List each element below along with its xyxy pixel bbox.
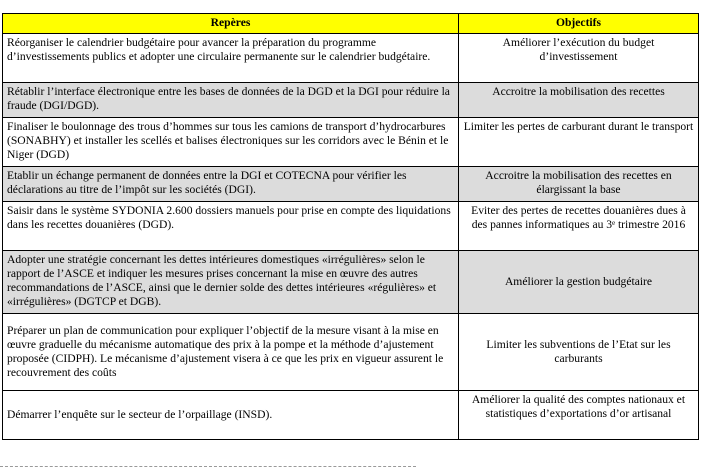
repere-cell: Finaliser le boulonnage des trous d’hommes sur tous les camions de transport d’hydrocarbures (SONABHY) et installer les scellés et balises électroniques sur les corridors avec le Bénin et le Niger (DGD) xyxy=(3,118,459,167)
table-row xyxy=(3,391,699,440)
objectif-cell: Eviter des pertes de recettes douanières dues à des pannes informatiques au 3ᵉ trimestre 2016 xyxy=(459,202,699,251)
cut-off-caption xyxy=(0,0,701,6)
table-row xyxy=(3,251,699,314)
repere-cell: Etablir un échange permanent de données entre la DGI et COTECNA pour vérifier les déclarations au titre de l’impôt sur les sociétés (DGI). xyxy=(3,167,459,202)
repere-cell: Démarrer l’enquête sur le secteur de l’orpaillage (INSD). xyxy=(3,391,459,440)
table-row xyxy=(3,118,699,167)
objectif-cell: Accroitre la mobilisation des recettes en élargissant la base xyxy=(459,167,699,202)
objectif-cell: Améliorer la gestion budgétaire xyxy=(459,251,699,314)
table-row xyxy=(3,202,699,251)
objectif-cell: Limiter les pertes de carburant durant le transport xyxy=(459,118,699,167)
reperes-objectifs-table xyxy=(2,13,699,440)
header-reperes: Repères xyxy=(3,14,459,34)
objectif-cell: Limiter les subventions de l’Etat sur les carburants xyxy=(459,314,699,391)
repere-cell: Saisir dans le système SYDONIA 2.600 dossiers manuels pour prise en compte des liquidations dans les recettes douanières (DGD). xyxy=(3,202,459,251)
repere-cell: Préparer un plan de communication pour expliquer l’objectif de la mesure visant à la mise en œuvre graduelle du mécanisme automatique des prix à la pompe et la méthode d’ajustement proposée (CIDPH). Le mécanisme d’ajustement visera à ce que les prix en vigueur assurent le recouvrement des coûts xyxy=(3,314,459,391)
table-row xyxy=(3,167,699,202)
objectif-cell: Améliorer l’exécution du budget d’investissement xyxy=(459,34,699,83)
repere-cell: Adopter une stratégie concernant les dettes intérieures domestiques «irrégulières» selon le rapport de l’ASCE et indiquer les mesures prises concernant la mise en œuvre des autres recommandations de l’ASCE, ainsi que le dernier solde des dettes intérieures «régulières» et «irrégulières» (DGTCP et DGB). xyxy=(3,251,459,314)
table-row xyxy=(3,314,699,391)
table-row xyxy=(3,83,699,118)
repere-cell: Rétablir l’interface électronique entre les bases de données de la DGD et la DGI pour réduire la fraude (DGI/DGD). xyxy=(3,83,459,118)
header-objectifs: Objectifs xyxy=(459,14,699,34)
objectif-cell: Accroitre la mobilisation des recettes xyxy=(459,83,699,118)
page-bottom-rule xyxy=(0,466,416,467)
objectif-cell: Améliorer la qualité des comptes nationaux et statistiques d’exportations d’or artisanal xyxy=(459,391,699,440)
table-row xyxy=(3,34,699,83)
repere-cell: Réorganiser le calendrier budgétaire pour avancer la préparation du programme d’investissements publics et adopter une circulaire permanente sur le calendrier budgétaire. xyxy=(3,34,459,83)
table-header-row xyxy=(3,14,699,34)
